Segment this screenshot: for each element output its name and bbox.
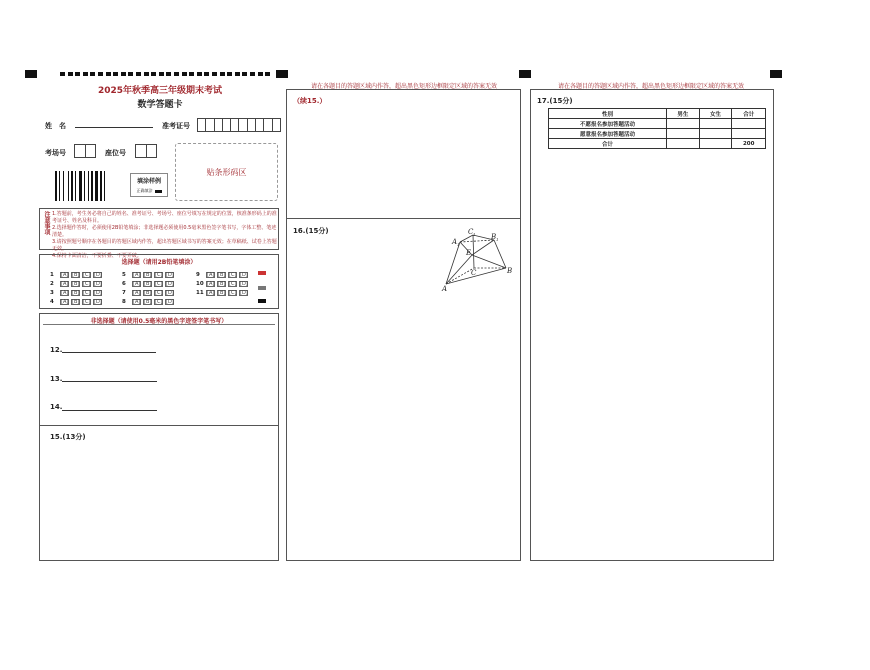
mc-option-bubble[interactable]: [C] (229, 272, 237, 278)
mc-marker-gray (258, 286, 266, 290)
mc-option-bubble[interactable]: [A] (61, 290, 69, 296)
cont15-answer-area[interactable] (288, 106, 519, 216)
col3-warning: 请在各题目的答题区域内作答，超出黑色矩形边框限定区域的答案无效 (557, 83, 744, 90)
mc-option-bubble[interactable]: [D] (166, 290, 174, 296)
exam-id-digit-box[interactable] (197, 118, 206, 132)
notice-label: 注意事项 (43, 211, 50, 235)
timing-mark (265, 72, 270, 76)
mc-question-row (196, 281, 250, 287)
exam-title: 2025年秋季高三年级期末考试 (97, 86, 223, 96)
timing-mark (242, 72, 247, 76)
timing-mark (90, 72, 95, 76)
mc-question-number: 3 (50, 290, 54, 296)
fill-example-text: 正确填涂 (136, 188, 153, 193)
table-cell: 200 (732, 139, 766, 149)
table-cell: 不愿报名参加答题活动 (549, 119, 667, 129)
q15-divider (40, 425, 278, 426)
mc-question-number: 7 (122, 290, 126, 296)
mc-question-row (50, 281, 104, 287)
notice-3: 3.请按照题号顺序在各题目的答题区域内作答，超出答题区域书写的答案无效；在草稿纸、试卷上答题无效。 (52, 239, 277, 252)
exam-id-digit-box[interactable] (215, 118, 223, 132)
table-cell: 愿意报名参加答题活动 (549, 129, 667, 139)
mc-option-bubble[interactable]: [B] (144, 281, 152, 287)
timing-mark (151, 72, 156, 76)
table-cell[interactable] (699, 129, 732, 139)
q12-label: 12. (50, 346, 63, 354)
col2-warning: 请在各题目的答题区域内作答，超出黑色矩形边框限定区域的答案无效 (310, 83, 497, 90)
seat-boxes[interactable] (135, 144, 157, 158)
table-header-cell: 男生 (667, 109, 700, 119)
mc-option-bubble[interactable]: [C] (155, 299, 163, 305)
table-cell[interactable] (667, 119, 700, 129)
mc-option-bubble[interactable]: [A] (133, 272, 141, 278)
mc-option-bubble[interactable]: [A] (207, 290, 215, 296)
table-header-row (549, 109, 766, 119)
notice-1: 1.答题前，考生务必将自己的姓名、准考证号、考场号、座位号填写在规定的位置，核准条形码上的准考证号、姓名及科目。 (52, 211, 277, 224)
mc-question-number: 8 (122, 299, 126, 305)
label-E: E (466, 249, 472, 257)
table-row (549, 139, 766, 149)
mc-marker-red (258, 271, 266, 275)
timing-mark (60, 72, 65, 76)
mc-question-number: 9 (196, 272, 200, 278)
timing-mark (83, 72, 88, 76)
mc-question-row (50, 299, 104, 305)
fill-example-title: 填涂样例 (136, 178, 161, 185)
mc-option-bubble[interactable]: [D] (94, 281, 102, 287)
mc-question-row (50, 272, 104, 278)
barcode-paste-area (175, 143, 278, 201)
q17-label: 17.(15分) (537, 97, 573, 105)
mc-option-bubble[interactable]: [C] (155, 272, 163, 278)
timing-mark (166, 72, 171, 76)
mc-question-row (196, 272, 250, 278)
mc-question-row (122, 290, 176, 296)
corner-marker-col3 (519, 70, 531, 78)
exam-id-boxes[interactable] (197, 118, 281, 132)
mc-title: 选择题（请用2B铅笔填涂） (121, 259, 197, 266)
timing-mark (121, 72, 126, 76)
label-B1-sub: 1 (496, 237, 499, 242)
barcode-stripe (68, 171, 69, 201)
mc-question-number: 11 (196, 290, 204, 296)
mc-option-bubble[interactable]: [C] (83, 299, 91, 305)
exam-id-label: 准考证号 (162, 122, 190, 130)
q15-label: 15.(13分) (50, 433, 86, 441)
table-header-cell: 性别 (549, 109, 667, 119)
barcode-stripe (55, 171, 57, 201)
barcode-image (55, 171, 115, 201)
mc-question-row (196, 290, 250, 296)
corner-marker-col2 (276, 70, 288, 78)
mc-option-bubble[interactable]: [B] (72, 299, 80, 305)
name-field[interactable] (75, 120, 153, 128)
barcode-stripe (104, 171, 105, 201)
mc-option-bubble[interactable]: [B] (218, 281, 226, 287)
mc-option-bubble[interactable]: [B] (144, 290, 152, 296)
mc-question-number: 6 (122, 281, 126, 287)
edge-A1-B1 (460, 240, 494, 242)
mc-option-bubble[interactable]: [B] (72, 290, 80, 296)
mc-option-bubble[interactable]: [A] (61, 281, 69, 287)
q14-label: 14. (50, 403, 63, 411)
timing-mark (68, 72, 73, 76)
notice-4: 4.保持卡面清洁，不要折叠、不要弄破。 (52, 253, 142, 259)
timing-mark (220, 72, 225, 76)
mc-option-bubble[interactable]: [D] (240, 281, 248, 287)
mc-option-bubble[interactable]: [D] (166, 299, 174, 305)
label-C: C (471, 269, 477, 277)
exam-id-digit-box[interactable] (223, 118, 231, 132)
label-B: B (507, 267, 513, 275)
mc-option-bubble[interactable]: [A] (61, 299, 69, 305)
fill-example-box (130, 173, 168, 197)
mc-option-bubble[interactable]: [D] (94, 272, 102, 278)
mc-panel (39, 254, 279, 309)
barcode-stripe (91, 171, 93, 201)
mc-question-number: 10 (196, 281, 204, 287)
timing-mark (250, 72, 255, 76)
mc-option-bubble[interactable]: [D] (166, 281, 174, 287)
mc-question-number: 4 (50, 299, 54, 305)
table-cell[interactable] (732, 129, 766, 139)
table-cell[interactable] (699, 119, 732, 129)
edge-A1-A (446, 242, 460, 284)
barcode-area-label: 贴条形码区 (206, 167, 247, 177)
mc-option-bubble[interactable]: [B] (144, 272, 152, 278)
name-label: 姓 名 (45, 122, 66, 130)
q16-answer-area[interactable] (288, 300, 519, 558)
timing-mark (144, 72, 149, 76)
mc-option-bubble[interactable]: [A] (207, 281, 215, 287)
timing-mark (182, 72, 187, 76)
mc-option-bubble[interactable]: [D] (240, 272, 248, 278)
exam-id-digit-box[interactable] (239, 118, 247, 132)
label-A1-sub: 1 (457, 242, 460, 247)
timing-mark (136, 72, 141, 76)
table-row (549, 129, 766, 139)
table-cell: 合计 (549, 139, 667, 149)
table-header-cell: 合计 (732, 109, 766, 119)
q14-answer-line[interactable] (62, 401, 157, 411)
label-C1-sub: 1 (473, 232, 476, 237)
q17-answer-area[interactable] (532, 155, 772, 558)
table-cell[interactable] (699, 139, 732, 149)
table-cell[interactable] (667, 139, 700, 149)
exam-id-digit-box[interactable] (248, 118, 256, 132)
q17-table (548, 108, 766, 149)
q16-label: 16.(15分) (293, 227, 329, 235)
barcode-stripe (75, 171, 76, 201)
mc-option-bubble[interactable]: [D] (94, 290, 102, 296)
table-cell[interactable] (732, 119, 766, 129)
edge-C1-C (473, 235, 474, 268)
timing-mark (204, 72, 209, 76)
barcode-stripe (100, 171, 102, 201)
timing-mark (189, 72, 194, 76)
timing-mark (235, 72, 240, 76)
mc-question-number: 1 (50, 272, 54, 278)
mc-option-bubble[interactable]: [D] (240, 290, 248, 296)
exam-id-digit-box[interactable] (231, 118, 239, 132)
notice-panel (39, 208, 279, 259)
q13-answer-line[interactable] (62, 373, 157, 382)
timing-mark (98, 72, 103, 76)
timing-mark (174, 72, 179, 76)
timing-marks (60, 72, 272, 76)
nonmc-title: 非选择题（请使用0.5毫米的黑色字迹签字笔书写） (90, 318, 228, 325)
mc-option-bubble[interactable]: [B] (218, 290, 226, 296)
q16-divider (287, 218, 520, 219)
mc-option-bubble[interactable]: [A] (61, 272, 69, 278)
mc-option-bubble[interactable]: [C] (155, 281, 163, 287)
corner-marker-top-right (770, 70, 782, 78)
label-C1: C (468, 228, 474, 236)
mc-marker-black (258, 299, 266, 303)
timing-mark (159, 72, 164, 76)
table-row (549, 119, 766, 129)
edge-E-B1 (472, 240, 494, 255)
mc-option-bubble[interactable]: [C] (83, 272, 91, 278)
timing-mark (128, 72, 133, 76)
mc-question-row (122, 281, 176, 287)
mc-option-bubble[interactable]: [C] (83, 281, 91, 287)
mc-question-row (122, 299, 176, 305)
label-A: A (442, 285, 448, 293)
notice-2: 2.选择题作答时，必须使用2B铅笔填涂；非选择题必须使用0.5毫米黑色签字笔书写，字体工整、笔迹清楚。 (52, 225, 277, 238)
filled-bubble-icon (155, 190, 162, 193)
barcode-stripe (79, 171, 82, 201)
mc-question-number: 2 (50, 281, 54, 287)
label-A1: A (452, 238, 458, 246)
mc-option-bubble[interactable]: [A] (133, 299, 141, 305)
mc-option-bubble[interactable]: [B] (144, 299, 152, 305)
room-boxes[interactable] (74, 144, 96, 158)
mc-question-number: 5 (122, 272, 126, 278)
cont15-label: （续15.） (293, 97, 327, 105)
exam-id-digit-box[interactable] (264, 118, 272, 132)
barcode-stripe (84, 171, 85, 201)
mc-option-bubble[interactable]: [B] (72, 281, 80, 287)
mc-option-bubble[interactable]: [C] (229, 281, 237, 287)
mc-option-bubble[interactable]: [B] (72, 272, 80, 278)
mc-question-row (50, 290, 104, 296)
table-cell[interactable] (667, 129, 700, 139)
timing-mark (212, 72, 217, 76)
timing-mark (258, 72, 263, 76)
timing-mark (227, 72, 232, 76)
barcode-stripe (63, 171, 64, 201)
timing-mark (75, 72, 80, 76)
sheet-subtitle: 数学答题卡 (137, 100, 183, 110)
timing-mark (197, 72, 202, 76)
mc-option-bubble[interactable]: [C] (229, 290, 237, 296)
label-B1: B (491, 233, 497, 241)
mc-option-bubble[interactable]: [D] (166, 272, 174, 278)
q13-label: 13. (50, 375, 63, 383)
mc-option-bubble[interactable]: [A] (207, 272, 215, 278)
prism-figure (438, 226, 520, 296)
corner-marker-top-left (25, 70, 37, 78)
barcode-stripe (88, 171, 89, 201)
timing-mark (113, 72, 118, 76)
seat-label: 座位号 (105, 149, 126, 157)
mc-option-bubble[interactable]: [D] (94, 299, 102, 305)
mc-question-row (122, 272, 176, 278)
timing-mark (106, 72, 111, 76)
room-label: 考场号 (45, 149, 66, 157)
barcode-stripe (59, 171, 60, 201)
mc-option-bubble[interactable]: [A] (133, 281, 141, 287)
barcode-stripe (95, 171, 98, 201)
q15-answer-area[interactable] (41, 444, 277, 559)
mc-option-bubble[interactable]: [C] (155, 290, 163, 296)
exam-id-digit-box[interactable] (273, 118, 281, 132)
mc-option-bubble[interactable]: [C] (83, 290, 91, 296)
exam-id-digit-box[interactable] (206, 118, 214, 132)
q12-answer-line[interactable] (62, 344, 156, 353)
exam-id-digit-box[interactable] (256, 118, 264, 132)
mc-option-bubble[interactable]: [B] (218, 272, 226, 278)
barcode-stripe (71, 171, 73, 201)
table-header-cell: 女生 (699, 109, 732, 119)
mc-option-bubble[interactable]: [A] (133, 290, 141, 296)
edge-E-A (446, 255, 472, 284)
